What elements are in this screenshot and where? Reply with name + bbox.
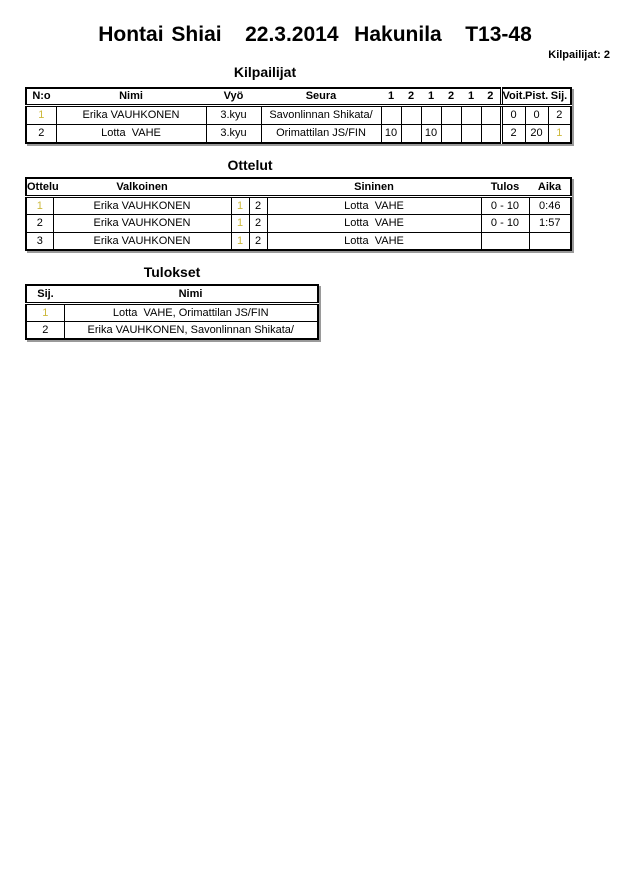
header-no: N:o <box>26 88 56 105</box>
header-sij: Sij. <box>26 285 64 303</box>
blue-number: 2 <box>249 196 267 214</box>
result-cell: 0 - 10 <box>481 196 529 214</box>
header-aika: Aika <box>529 178 571 196</box>
score-cell <box>381 105 401 124</box>
header-sininen: Sininen <box>267 178 481 196</box>
competitors-table <box>25 87 572 144</box>
competitor-club: Orimattilan JS/FIN <box>261 124 381 143</box>
header-seura: Seura <box>261 88 381 105</box>
matches-table <box>25 177 572 251</box>
header-score-1: 1 <box>381 88 401 105</box>
white-competitor: Erika VAUHKONEN <box>53 214 231 232</box>
competitors-header-row <box>26 88 571 105</box>
competitor-belt: 3.kyu <box>206 124 261 143</box>
result-name: Erika VAUHKONEN, Savonlinnan Shikata/ <box>64 321 318 339</box>
white-number: 1 <box>231 196 249 214</box>
header-valkoinen: Valkoinen <box>53 178 231 196</box>
competitor-name: Lotta VAHE <box>56 124 206 143</box>
header-tulos: Tulos <box>481 178 529 196</box>
section-title-results: Tulokset <box>143 264 201 280</box>
header-ottelu: Ottelu <box>26 178 53 196</box>
score-cell <box>461 105 481 124</box>
competitor-belt: 3.kyu <box>206 105 261 124</box>
header-score-3: 1 <box>421 88 441 105</box>
results-header-row <box>26 285 318 303</box>
blue-competitor: Lotta VAHE <box>267 196 481 214</box>
competitor-club: Savonlinnan Shikata/ <box>261 105 381 124</box>
result-row <box>26 321 318 339</box>
time-cell: 1:57 <box>529 214 571 232</box>
placement-cell: 1 <box>548 124 571 143</box>
placement-cell: 1 <box>26 303 64 321</box>
score-cell <box>481 105 501 124</box>
header-nimi: Nimi <box>56 88 206 105</box>
result-cell <box>481 232 529 250</box>
match-row <box>26 196 571 214</box>
white-competitor: Erika VAUHKONEN <box>53 196 231 214</box>
score-cell <box>401 105 421 124</box>
competitor-row <box>26 124 571 143</box>
match-number: 2 <box>26 214 53 232</box>
score-cell <box>441 124 461 143</box>
competitor-name: Erika VAUHKONEN <box>56 105 206 124</box>
wins-cell: 2 <box>501 124 525 143</box>
page-title: Hontai Shiai 22.3.2014 Hakunila T13-48 <box>98 23 532 46</box>
wins-cell: 0 <box>501 105 525 124</box>
blue-competitor: Lotta VAHE <box>267 214 481 232</box>
score-cell <box>421 105 441 124</box>
match-row <box>26 232 571 250</box>
section-title-matches: Ottelut <box>227 157 273 173</box>
competitor-row <box>26 105 571 124</box>
score-cell <box>441 105 461 124</box>
white-number: 1 <box>231 232 249 250</box>
header-sij: Sij. <box>548 88 571 105</box>
header-spacer <box>231 178 249 196</box>
score-cell <box>461 124 481 143</box>
placement-cell: 2 <box>548 105 571 124</box>
result-name: Lotta VAHE, Orimattilan JS/FIN <box>64 303 318 321</box>
header-voit: Voit. <box>501 88 525 105</box>
time-cell <box>529 232 571 250</box>
blue-number: 2 <box>249 214 267 232</box>
header-nimi: Nimi <box>64 285 318 303</box>
match-number: 3 <box>26 232 53 250</box>
competitor-count-label: Kilpailijat: 2 <box>548 49 610 61</box>
header-vyo: Vyö <box>206 88 261 105</box>
header-score-6: 2 <box>481 88 501 105</box>
score-cell <box>401 124 421 143</box>
header-score-5: 1 <box>461 88 481 105</box>
points-cell: 0 <box>525 105 548 124</box>
score-cell: 10 <box>421 124 441 143</box>
competitor-number: 1 <box>26 105 56 124</box>
section-title-competitors: Kilpailijat <box>233 64 297 80</box>
time-cell: 0:46 <box>529 196 571 214</box>
points-cell: 20 <box>525 124 548 143</box>
competitor-number: 2 <box>26 124 56 143</box>
blue-number: 2 <box>249 232 267 250</box>
placement-cell: 2 <box>26 321 64 339</box>
white-number: 1 <box>231 214 249 232</box>
blue-competitor: Lotta VAHE <box>267 232 481 250</box>
results-table <box>25 284 319 340</box>
match-row <box>26 214 571 232</box>
header-spacer <box>249 178 267 196</box>
header-score-2: 2 <box>401 88 421 105</box>
result-row <box>26 303 318 321</box>
header-score-4: 2 <box>441 88 461 105</box>
matches-header-row <box>26 178 571 196</box>
result-cell: 0 - 10 <box>481 214 529 232</box>
header-pist: Pist. <box>525 88 548 105</box>
score-cell: 10 <box>381 124 401 143</box>
match-number: 1 <box>26 196 53 214</box>
score-cell <box>481 124 501 143</box>
white-competitor: Erika VAUHKONEN <box>53 232 231 250</box>
